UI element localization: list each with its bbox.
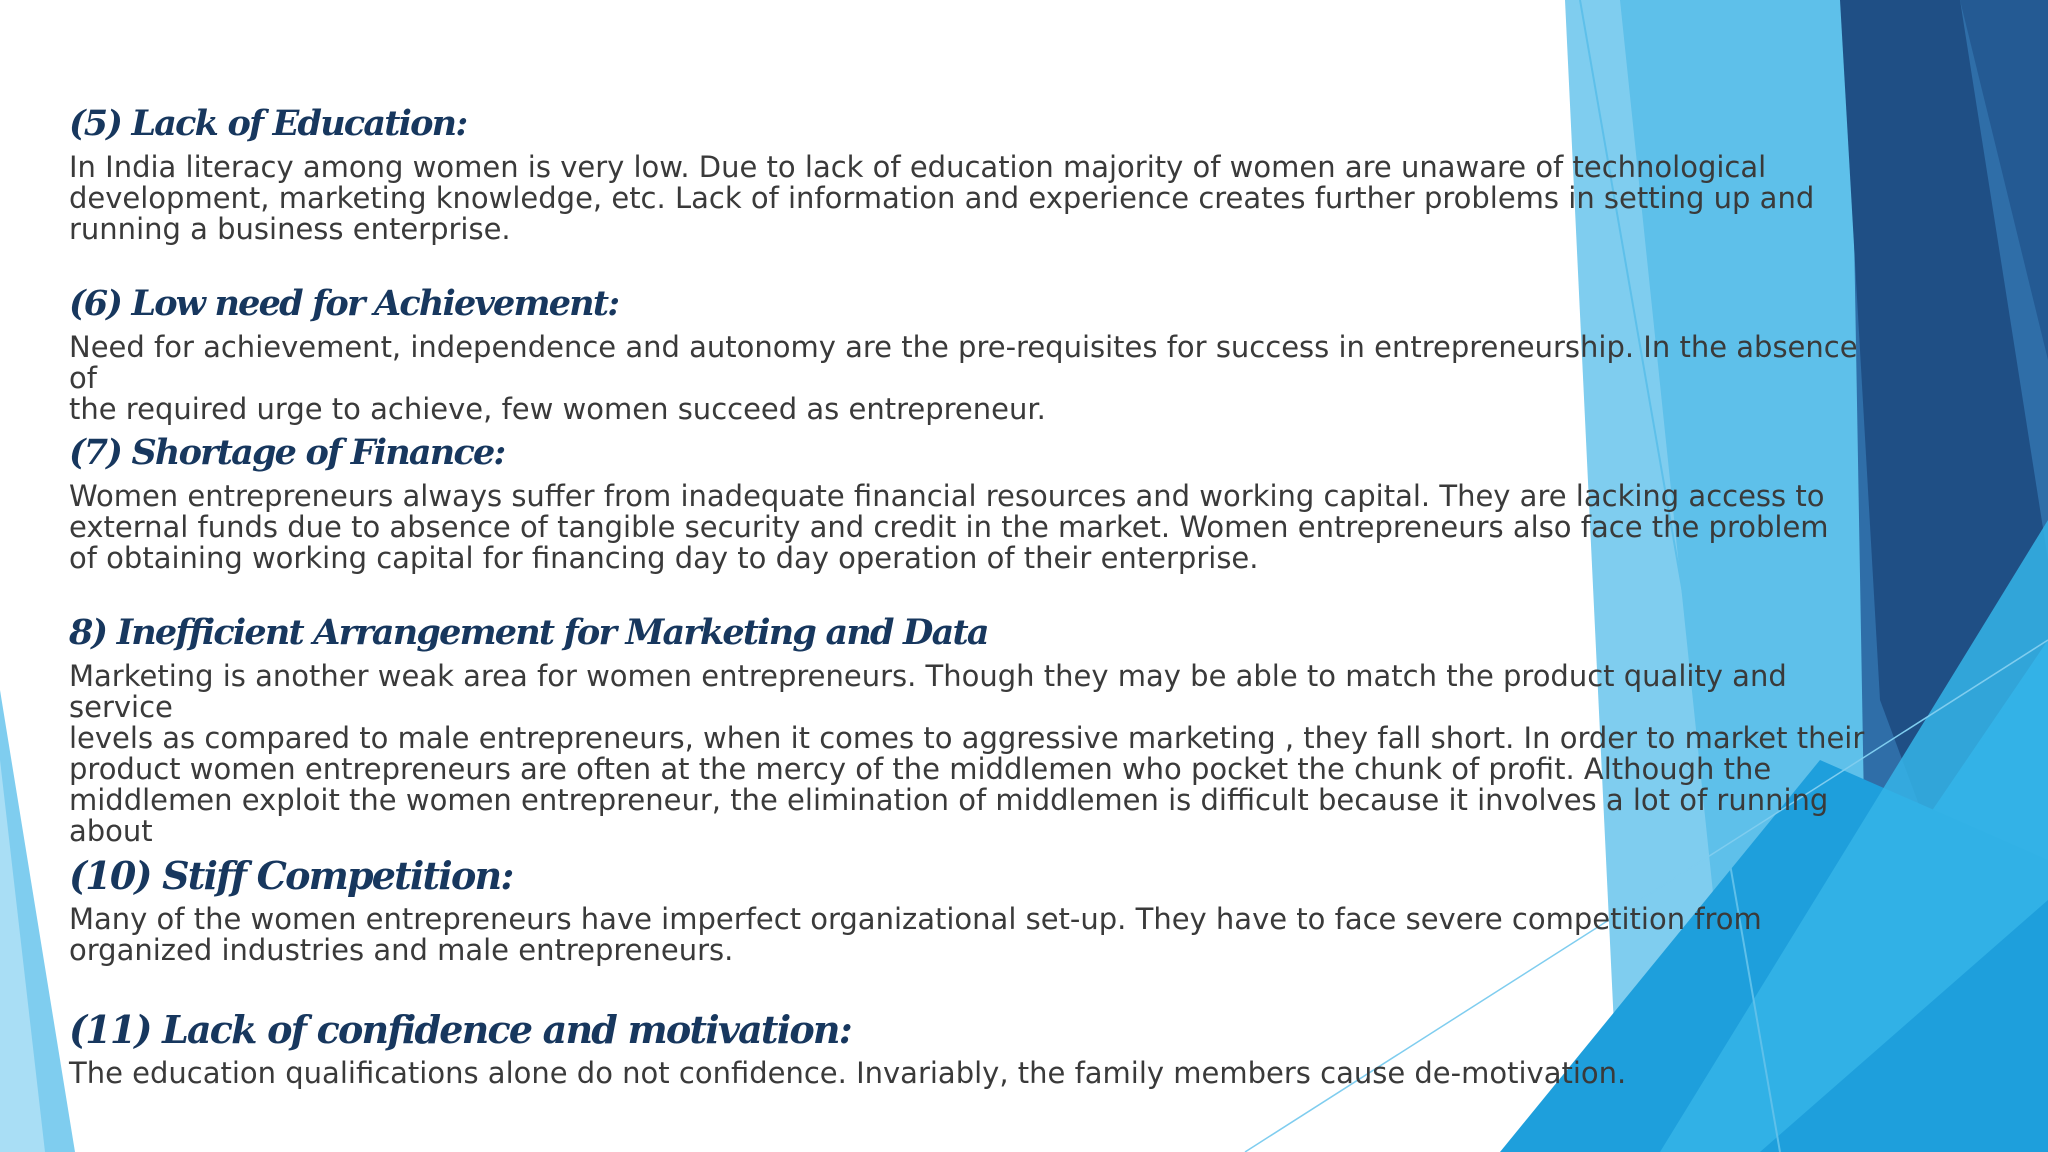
section-heading: (10) Stiff Competition: [69, 853, 513, 898]
section-body: Many of the women entrepreneurs have imperfect organizational set-up. They have to face severe competition from organized industries and male entrepreneurs. [69, 902, 1762, 967]
section-body: Need for achievement, independence and autonomy are the pre-requisites for success in entrepreneurship. In the absence of the required urge to achieve, few women succeed as entrepreneur. [69, 330, 1858, 426]
section-lack-of-confidence [69, 1002, 1889, 1089]
section-heading: (5) Lack of Education: [69, 103, 467, 144]
section-heading: (11) Lack of confidence and motivation: [69, 1007, 851, 1052]
section-inefficient-marketing [69, 605, 1889, 847]
section-body: Marketing is another weak area for women entrepreneurs. Though they may be able to match the product quality and service levels as compared to male entrepreneurs, when it comes to aggressive marketing , they fall short. In order to market their product women entrepreneurs are often at the mercy of the middlemen who pocket the chunk of profit. Although the middlemen exploit the women entrepreneur, the elimination of middlemen is difficult because it involves a lot of running about [69, 659, 1865, 848]
section-heading: (6) Low need for Achievement: [69, 283, 619, 324]
section-low-need-for-achievement [69, 276, 1889, 425]
section-shortage-of-finance [69, 425, 1889, 574]
section-stiff-competition [69, 848, 1889, 966]
section-heading: 8) Inefficient Arrangement for Marketing and Data [69, 612, 988, 653]
section-body: In India literacy among women is very low. Due to lack of education majority of women are unaware of technological development, marketing knowledge, etc. Lack of information and experience creates further problems in setting up and running a business enterprise. [69, 150, 1815, 246]
section-body: The education qualifications alone do not confidence. Invariably, the family members cause de-motivation. [69, 1056, 1627, 1090]
section-body: Women entrepreneurs always suffer from inadequate financial resources and working capital. They are lacking access to external funds due to absence of tangible security and credit in the market. Women entrepreneurs also face the problem of obtaining working capital for financing day to day operation of their enterprise. [69, 479, 1829, 575]
section-lack-of-education [69, 96, 1889, 245]
section-heading: (7) Shortage of Finance: [69, 432, 505, 473]
